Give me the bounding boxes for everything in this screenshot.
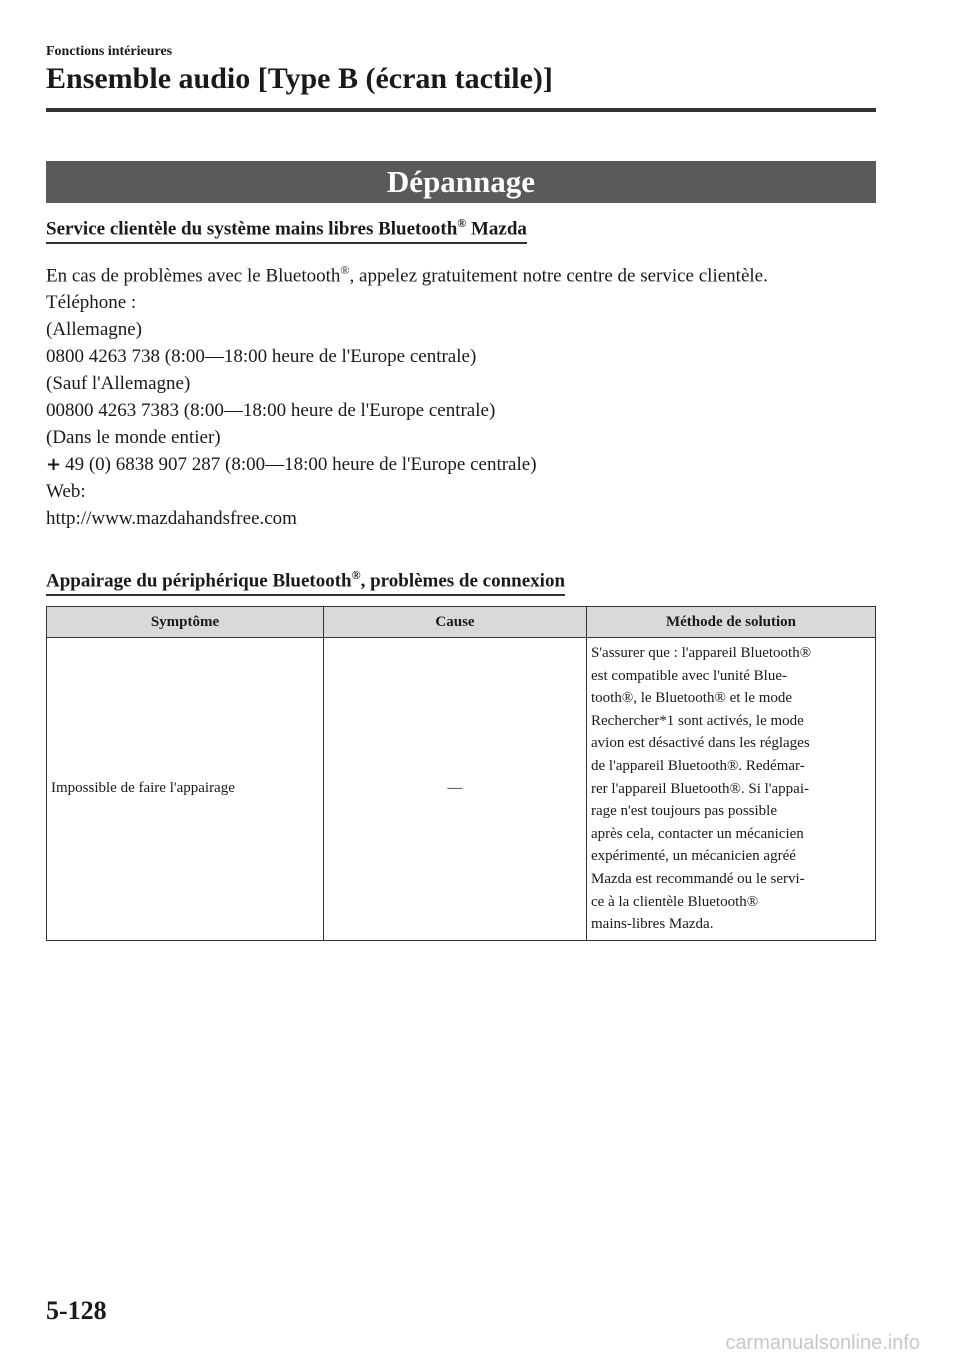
registered-mark: ® xyxy=(457,216,467,230)
header-method: Méthode de solution xyxy=(587,607,876,638)
troubleshooting-table xyxy=(46,606,876,941)
pairing-heading xyxy=(46,568,565,596)
table-header-row xyxy=(47,607,876,638)
worldwide-label: (Dans le monde entier) xyxy=(46,427,221,449)
method-line: de l'appareil Bluetooth®. Redémar- xyxy=(591,757,805,774)
germany-number: 0800 4263 738 (8:00—18:00 heure de l'Europe centrale) xyxy=(46,346,477,368)
service-heading-text: Service clientèle du système mains libres Bluetooth xyxy=(46,218,458,240)
germany-label: (Allemagne) xyxy=(46,319,143,341)
except-germany-number: 00800 4263 7383 (8:00—18:00 heure de l'Europe centrale) xyxy=(46,400,496,422)
method-line: après cela, contacter un mécanicien xyxy=(591,825,804,842)
registered-mark: ® xyxy=(340,263,350,277)
worldwide-line xyxy=(46,451,876,478)
registered-mark: ® xyxy=(351,568,361,582)
chapter-title: Ensemble audio [Type B (écran tactile)] xyxy=(46,62,553,95)
plus-icon: + xyxy=(46,454,62,476)
page-number: 5-128 xyxy=(46,1296,107,1325)
method-line: S'assurer que : l'appareil Bluetooth® xyxy=(591,645,812,661)
web-url[interactable]: http://www.mazdahandsfree.com xyxy=(46,508,297,530)
cause-cell: — xyxy=(324,638,587,941)
header-cause: Cause xyxy=(324,607,587,638)
method-line: ce à la clientèle Bluetooth® xyxy=(591,893,759,910)
service-heading xyxy=(46,216,527,244)
phone-label: Téléphone : xyxy=(46,292,137,314)
intro-paragraph xyxy=(46,257,876,289)
symptom-cell: Impossible de faire l'appairage xyxy=(47,638,324,941)
watermark: carmanualsonline.info xyxy=(725,1332,920,1354)
pairing-heading-end: , problèmes de connexion xyxy=(360,570,566,592)
method-line: Mazda est recommandé ou le servi- xyxy=(591,870,805,887)
method-line: rer l'appareil Bluetooth®. Si l'appai- xyxy=(591,780,809,797)
header-rule xyxy=(46,108,876,112)
web-label: Web: xyxy=(46,481,86,503)
method-line: expérimenté, un mécanicien agréé xyxy=(591,848,796,865)
intro-text-1: En cas de problèmes avec le Bluetooth xyxy=(46,265,341,287)
except-germany-label: (Sauf l'Allemagne) xyxy=(46,373,191,395)
intro-text-2: , appelez gratuitement notre centre de service clientèle. xyxy=(349,265,768,287)
pairing-heading-text: Appairage du périphérique Bluetooth xyxy=(46,570,352,592)
section-banner: Dépannage xyxy=(46,161,876,203)
method-cell xyxy=(587,638,876,941)
worldwide-number: 49 (0) 6838 907 287 (8:00—18:00 heure de l'Europe centrale) xyxy=(65,454,537,476)
section-label: Fonctions intérieures xyxy=(46,44,173,59)
service-heading-end: Mazda xyxy=(466,218,527,240)
method-line: avion est désactivé dans les réglages xyxy=(591,735,810,752)
header-symptom: Symptôme xyxy=(47,607,324,638)
method-line: est compatible avec l'unité Blue- xyxy=(591,667,787,684)
method-line: rage n'est toujours pas possible xyxy=(591,803,778,820)
method-line: tooth®, le Bluetooth® et le mode xyxy=(591,690,793,707)
service-body xyxy=(46,257,876,532)
table-row xyxy=(47,638,876,941)
method-line: Rechercher*1 sont activés, le mode xyxy=(591,712,804,729)
method-line: mains-libres Mazda. xyxy=(591,916,714,933)
